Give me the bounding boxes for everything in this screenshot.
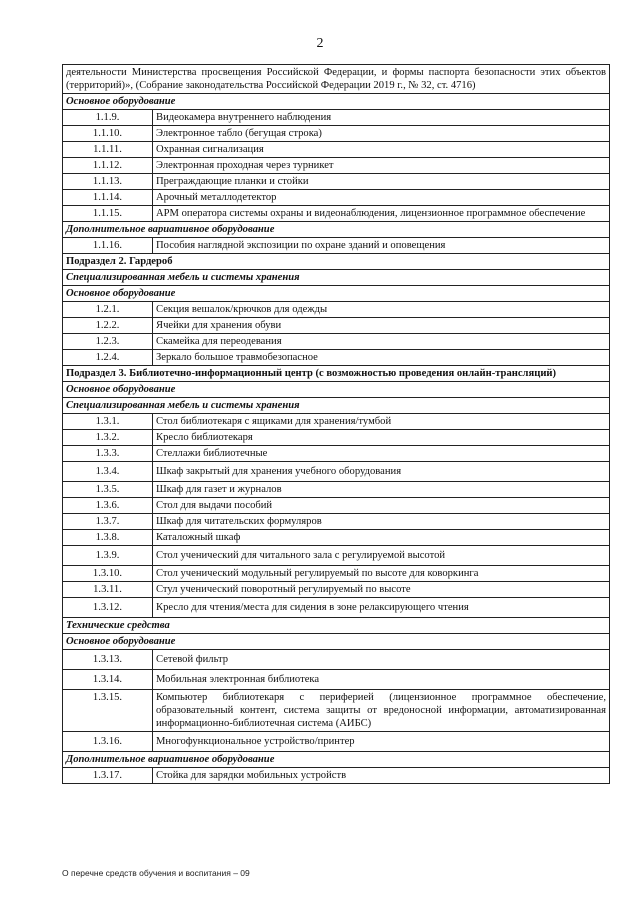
item-number: 1.3.2. <box>63 430 153 446</box>
category-heading-row <box>63 634 610 650</box>
item-number: 1.3.1. <box>63 414 153 430</box>
table-row <box>63 238 610 254</box>
item-number: 1.2.1. <box>63 302 153 318</box>
item-description: Охранная сигнализация <box>153 142 610 158</box>
item-description: Преграждающие планки и стойки <box>153 174 610 190</box>
category-heading-row <box>63 94 610 110</box>
category-title: Основное оборудование <box>63 634 610 650</box>
category-heading-row <box>63 752 610 768</box>
equipment-table-body <box>63 65 610 784</box>
item-number: 1.3.14. <box>63 670 153 690</box>
item-description: Ячейки для хранения обуви <box>153 318 610 334</box>
category-heading-row <box>63 382 610 398</box>
category-heading-row <box>63 222 610 238</box>
item-description: Арочный металлодетектор <box>153 190 610 206</box>
table-row <box>63 462 610 482</box>
table-row <box>63 732 610 752</box>
table-row <box>63 350 610 366</box>
item-number: 1.3.11. <box>63 582 153 598</box>
item-number: 1.2.4. <box>63 350 153 366</box>
category-title: Специализированная мебель и системы хранения <box>63 270 610 286</box>
item-description: Кресло для чтения/места для сидения в зоне релаксирующего чтения <box>153 598 610 618</box>
table-row <box>63 582 610 598</box>
equipment-table <box>62 64 610 784</box>
category-title: Основное оборудование <box>63 94 610 110</box>
table-row <box>63 430 610 446</box>
item-number: 1.3.3. <box>63 446 153 462</box>
continuation-text: деятельности Министерства просвещения Российской Федерации, и формы паспорта безопасности этих объектов (территорий)», (Собрание законодательства Российской Федерации 2019 г., № 32, ст. 4716) <box>63 65 610 94</box>
item-number: 1.3.8. <box>63 530 153 546</box>
category-title: Основное оборудование <box>63 382 610 398</box>
table-row <box>63 768 610 784</box>
item-number: 1.3.15. <box>63 690 153 732</box>
table-row <box>63 498 610 514</box>
table-row <box>63 598 610 618</box>
item-description: Зеркало большое травмобезопасное <box>153 350 610 366</box>
table-row <box>63 690 610 732</box>
item-description: Компьютер библиотекаря с периферией (лицензионное программное обеспечение, образовательный контент, система защиты от вредоносной информации, автоматизированная информационно-библиотечная система (АИБС) <box>153 690 610 732</box>
item-number: 1.3.4. <box>63 462 153 482</box>
item-number: 1.2.3. <box>63 334 153 350</box>
item-description: Каталожный шкаф <box>153 530 610 546</box>
item-number: 1.1.12. <box>63 158 153 174</box>
category-heading-row <box>63 270 610 286</box>
category-heading-row <box>63 618 610 634</box>
item-number: 1.3.12. <box>63 598 153 618</box>
table-row <box>63 318 610 334</box>
table-row <box>63 482 610 498</box>
table-row <box>63 566 610 582</box>
item-description: Мобильная электронная библиотека <box>153 670 610 690</box>
item-description: Сетевой фильтр <box>153 650 610 670</box>
table-row <box>63 670 610 690</box>
item-description: Электронное табло (бегущая строка) <box>153 126 610 142</box>
table-row <box>63 334 610 350</box>
item-number: 1.1.14. <box>63 190 153 206</box>
item-description: Стол библиотекаря с ящиками для хранения/тумбой <box>153 414 610 430</box>
item-description: Стол ученический для читального зала с регулируемой высотой <box>153 546 610 566</box>
item-description: Секция вешалок/крючков для одежды <box>153 302 610 318</box>
item-number: 1.1.15. <box>63 206 153 222</box>
table-row <box>63 110 610 126</box>
category-title: Дополнительное вариативное оборудование <box>63 752 610 768</box>
item-description: Электронная проходная через турникет <box>153 158 610 174</box>
item-number: 1.1.13. <box>63 174 153 190</box>
item-description: Стул ученический поворотный регулируемый по высоте <box>153 582 610 598</box>
table-row <box>63 174 610 190</box>
category-title: Технические средства <box>63 618 610 634</box>
item-description: Стеллажи библиотечные <box>153 446 610 462</box>
category-heading-row <box>63 398 610 414</box>
table-row <box>63 190 610 206</box>
item-number: 1.3.7. <box>63 514 153 530</box>
item-description: Стол ученический модульный регулируемый по высоте для коворкинга <box>153 566 610 582</box>
table-row <box>63 650 610 670</box>
page-number: 2 <box>316 36 324 51</box>
footer-note: О перечне средств обучения и воспитания – 09 <box>62 868 250 878</box>
table-row <box>63 530 610 546</box>
category-heading-row <box>63 286 610 302</box>
item-number: 1.3.16. <box>63 732 153 752</box>
subsection-title: Подраздел 3. Библиотечно-информационный центр (с возможностью проведения онлайн-трансляций) <box>63 366 610 382</box>
item-number: 1.3.13. <box>63 650 153 670</box>
item-number: 1.1.11. <box>63 142 153 158</box>
item-description: Кресло библиотекаря <box>153 430 610 446</box>
category-title: Основное оборудование <box>63 286 610 302</box>
item-description: Видеокамера внутреннего наблюдения <box>153 110 610 126</box>
subsection-heading-row <box>63 366 610 382</box>
item-description: Многофункциональное устройство/принтер <box>153 732 610 752</box>
table-row <box>63 142 610 158</box>
table-row <box>63 514 610 530</box>
item-description: Шкаф для газет и журналов <box>153 482 610 498</box>
item-number: 1.1.10. <box>63 126 153 142</box>
table-row <box>63 546 610 566</box>
item-description: Скамейка для переодевания <box>153 334 610 350</box>
item-description: Шкаф для читательских формуляров <box>153 514 610 530</box>
table-row <box>63 206 610 222</box>
table-row <box>63 302 610 318</box>
item-number: 1.3.17. <box>63 768 153 784</box>
item-number: 1.1.9. <box>63 110 153 126</box>
item-description: Стойка для зарядки мобильных устройств <box>153 768 610 784</box>
item-description: АРМ оператора системы охраны и видеонаблюдения, лицензионное программное обеспечение <box>153 206 610 222</box>
item-description: Шкаф закрытый для хранения учебного оборудования <box>153 462 610 482</box>
table-row <box>63 414 610 430</box>
table-row <box>63 446 610 462</box>
subsection-heading-row <box>63 254 610 270</box>
item-number: 1.3.10. <box>63 566 153 582</box>
item-description: Стол для выдачи пособий <box>153 498 610 514</box>
item-description: Пособия наглядной экспозиции по охране зданий и оповещения <box>153 238 610 254</box>
item-number: 1.2.2. <box>63 318 153 334</box>
item-number: 1.3.9. <box>63 546 153 566</box>
table-row <box>63 126 610 142</box>
category-title: Дополнительное вариативное оборудование <box>63 222 610 238</box>
item-number: 1.3.6. <box>63 498 153 514</box>
item-number: 1.1.16. <box>63 238 153 254</box>
category-title: Специализированная мебель и системы хранения <box>63 398 610 414</box>
item-number: 1.3.5. <box>63 482 153 498</box>
continuation-row <box>63 65 610 94</box>
table-row <box>63 158 610 174</box>
subsection-title: Подраздел 2. Гардероб <box>63 254 610 270</box>
